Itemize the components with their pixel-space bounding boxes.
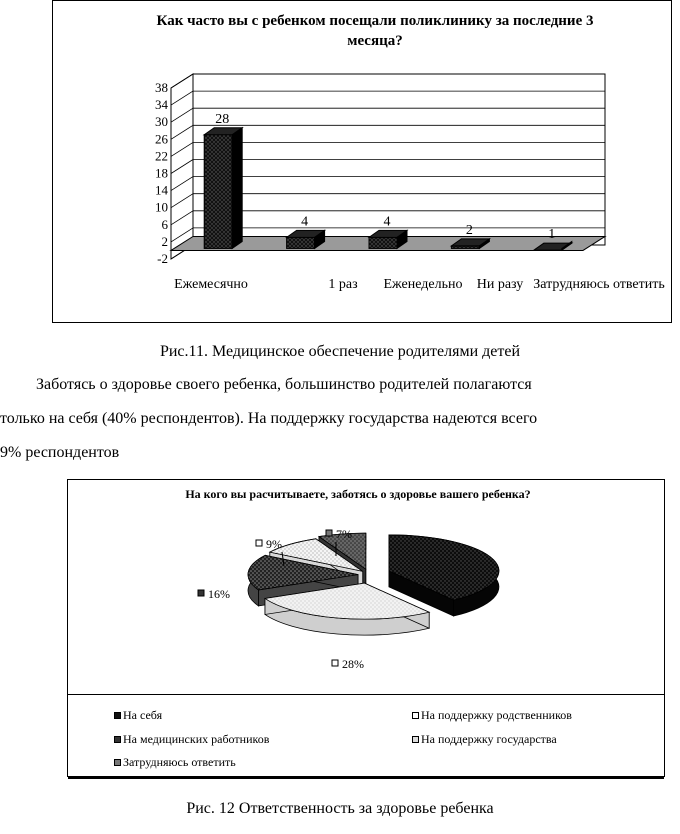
paragraph-line-2: только на себя (40% респондентов). На поддержку государства надеются всего [0, 410, 538, 427]
paragraph-line-1: Заботясь о здоровье своего ребенка, большинство родителей полагаются [36, 376, 532, 393]
bar-value-label: 28 [215, 111, 230, 127]
legend-item [114, 732, 269, 747]
pie-label-marker [326, 530, 332, 536]
x-category-label: Ни разу [476, 277, 524, 292]
x-category-label: 1 раз [328, 277, 358, 292]
y-tick-label: 10 [155, 199, 168, 215]
bar-value-label: 2 [465, 222, 473, 238]
legend-item [114, 708, 162, 723]
bar-side [232, 128, 242, 249]
figure-12-caption: Рис. 12 Ответственность за здоровье ребенка [186, 800, 494, 817]
legend-label: Затрудняюсь ответить [123, 755, 236, 769]
y-tick-label: 18 [155, 165, 168, 181]
pie-value-label: 16% [208, 587, 230, 601]
legend-swatch [114, 712, 121, 719]
y-tick-label: -2 [157, 251, 168, 266]
pie-label-marker [256, 540, 262, 546]
legend-item [412, 708, 572, 723]
legend-item [114, 755, 236, 770]
pie-chart [68, 480, 666, 694]
pie-chart-frame [67, 479, 665, 777]
bar-chart [53, 1, 673, 324]
x-category-label: Затрудняюсь ответить [533, 277, 665, 292]
y-tick-label: 30 [155, 114, 168, 130]
legend-label: На поддержку родственников [421, 708, 572, 722]
paragraph-line-3: 9% респондентов [0, 444, 120, 461]
x-category-label: Еженедельно [383, 277, 463, 292]
legend-swatch [412, 736, 419, 743]
figure-11-caption: Рис.11. Медицинское обеспечение родителями детей [159, 343, 521, 360]
y-tick-label: 26 [155, 131, 168, 147]
y-tick-label: 34 [155, 97, 168, 113]
bar-chart-frame [52, 0, 672, 323]
pie-label-marker [332, 660, 338, 666]
pie-legend [68, 694, 664, 779]
y-tick-label: 38 [155, 80, 168, 95]
bar-front [287, 237, 315, 248]
x-category-label: Ежемесячно [174, 277, 248, 292]
pie-value-label: 9% [266, 537, 282, 551]
pie-title: На кого вы расчитываете, заботясь о здоровье вашего ребенка? [185, 487, 531, 501]
legend-label: На поддержку государства [421, 732, 557, 746]
y-tick-label: 6 [161, 216, 168, 232]
y-tick-label: 22 [155, 148, 168, 164]
y-tick-label: 2 [161, 233, 168, 249]
pie-value-label: 7% [336, 527, 352, 541]
legend-label: На медицинских работников [123, 732, 270, 746]
legend-item [412, 732, 557, 747]
chart-title-line: Как часто вы с ребенком посещали поликлинику за последние 3 [156, 13, 594, 29]
bar-front [369, 237, 397, 248]
legend-swatch [114, 736, 121, 743]
bar-front [204, 135, 232, 249]
y-tick-label: 14 [155, 182, 168, 198]
legend-swatch [114, 759, 121, 766]
bar-value-label: 1 [548, 227, 556, 243]
pie-value-label: 28% [342, 657, 364, 671]
bar-value-label: 4 [383, 214, 391, 230]
pie-label-marker [198, 590, 204, 596]
chart-title-line: месяца? [347, 33, 403, 49]
legend-label: На себя [123, 708, 163, 722]
legend-swatch [412, 712, 419, 719]
bar-value-label: 4 [301, 214, 309, 230]
